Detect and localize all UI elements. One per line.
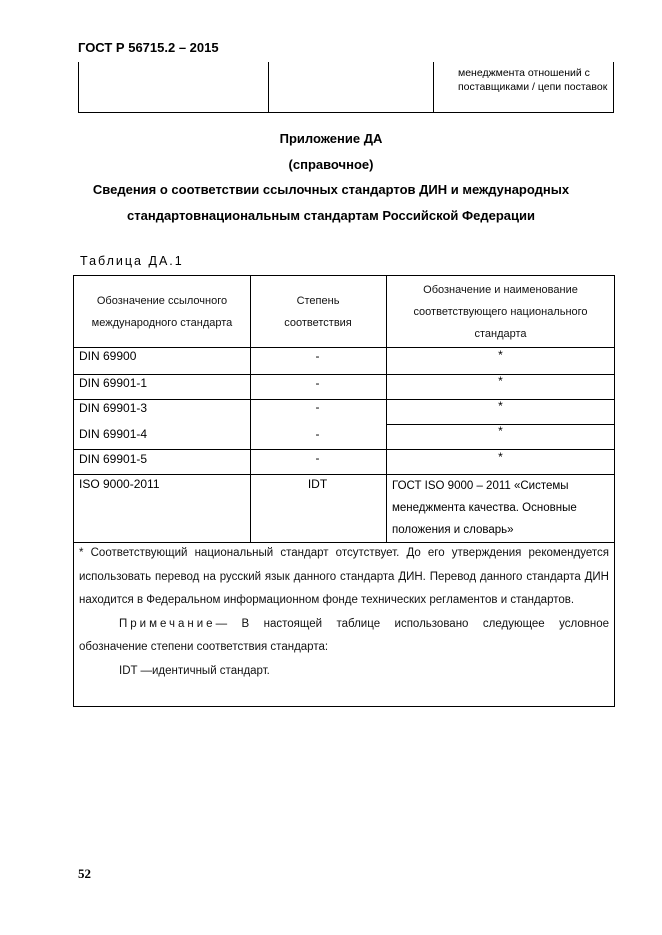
table-row-1-national: * [498,348,503,362]
table-caption: Таблица ДА.1 [80,254,184,268]
table-row-4-standard: DIN 69901-4 [79,427,148,441]
table-row-5-national: * [498,450,503,464]
table-row-3-degree: - [315,400,320,414]
correspondence-table [73,275,615,707]
column-header-degree [250,276,386,347]
note [79,613,609,660]
table-row-5-standard: DIN 69901-5 [79,452,148,466]
column-header-national [386,276,615,347]
continuation-table [78,62,614,113]
table-row-2-standard: DIN 69901-1 [79,376,148,390]
table-row-5-degree: - [315,451,320,465]
note-text: — В настоящей таблице использовано следующее условное обозначение степени соответствия стандарта: [79,617,609,653]
column-header-national-label: Обозначение и наименование соответствующего национального стандарта [413,283,588,340]
appendix-subtitle: (справочное) [288,157,374,172]
appendix-title: Приложение ДА [279,131,383,146]
idt-definition: IDT —идентичный стандарт. [119,664,270,677]
table-notes [79,542,609,683]
table-row-1-standard: DIN 69900 [79,349,137,363]
page-number: 52 [78,866,91,881]
continuation-cell-text: менеджмента отношений с поставщиками / цепи поставок [458,67,608,93]
appendix-heading-line2: стандартовнациональным стандартам Российской Федерации [127,208,535,223]
document-header: ГОСТ Р 56715.2 – 2015 [78,40,219,55]
column-header-standard-label: Обозначение ссылочного международного стандарта [91,294,233,329]
note-label: Примечание [119,617,216,630]
table-row-2-degree: - [315,376,320,390]
table-row-4-national: * [498,424,503,438]
table-row-4-degree: - [315,427,320,441]
continuation-cell [268,62,433,112]
table-row-2-national: * [498,374,503,388]
continuation-cell [433,62,614,112]
appendix-heading-line1: Сведения о соответствии ссылочных стандартов ДИН и международных [92,182,570,197]
table-row-6-standard: ISO 9000-2011 [79,477,160,491]
column-header-degree-label: Степень соответствия [284,294,352,329]
table-row-3-national: * [498,399,503,413]
table-row-6-degree: IDT [307,477,328,491]
continuation-cell [78,62,268,112]
table-row-6-national: ГОСТ ISO 9000 – 2011 «Системы менеджмента качества. Основные положения и словарь» [392,480,577,536]
column-header-standard [74,276,250,347]
footnote: * Соответствующий национальный стандарт отсутствует. До его утверждения рекомендуется использовать перевод на русский язык данного стандарта ДИН. Перевод данного стандарта ДИН находится в Федеральном информационном фонде технических регламентов и стандартов. [79,547,609,606]
table-row-3-standard: DIN 69901-3 [79,401,148,415]
table-row-1-degree: - [315,349,320,363]
